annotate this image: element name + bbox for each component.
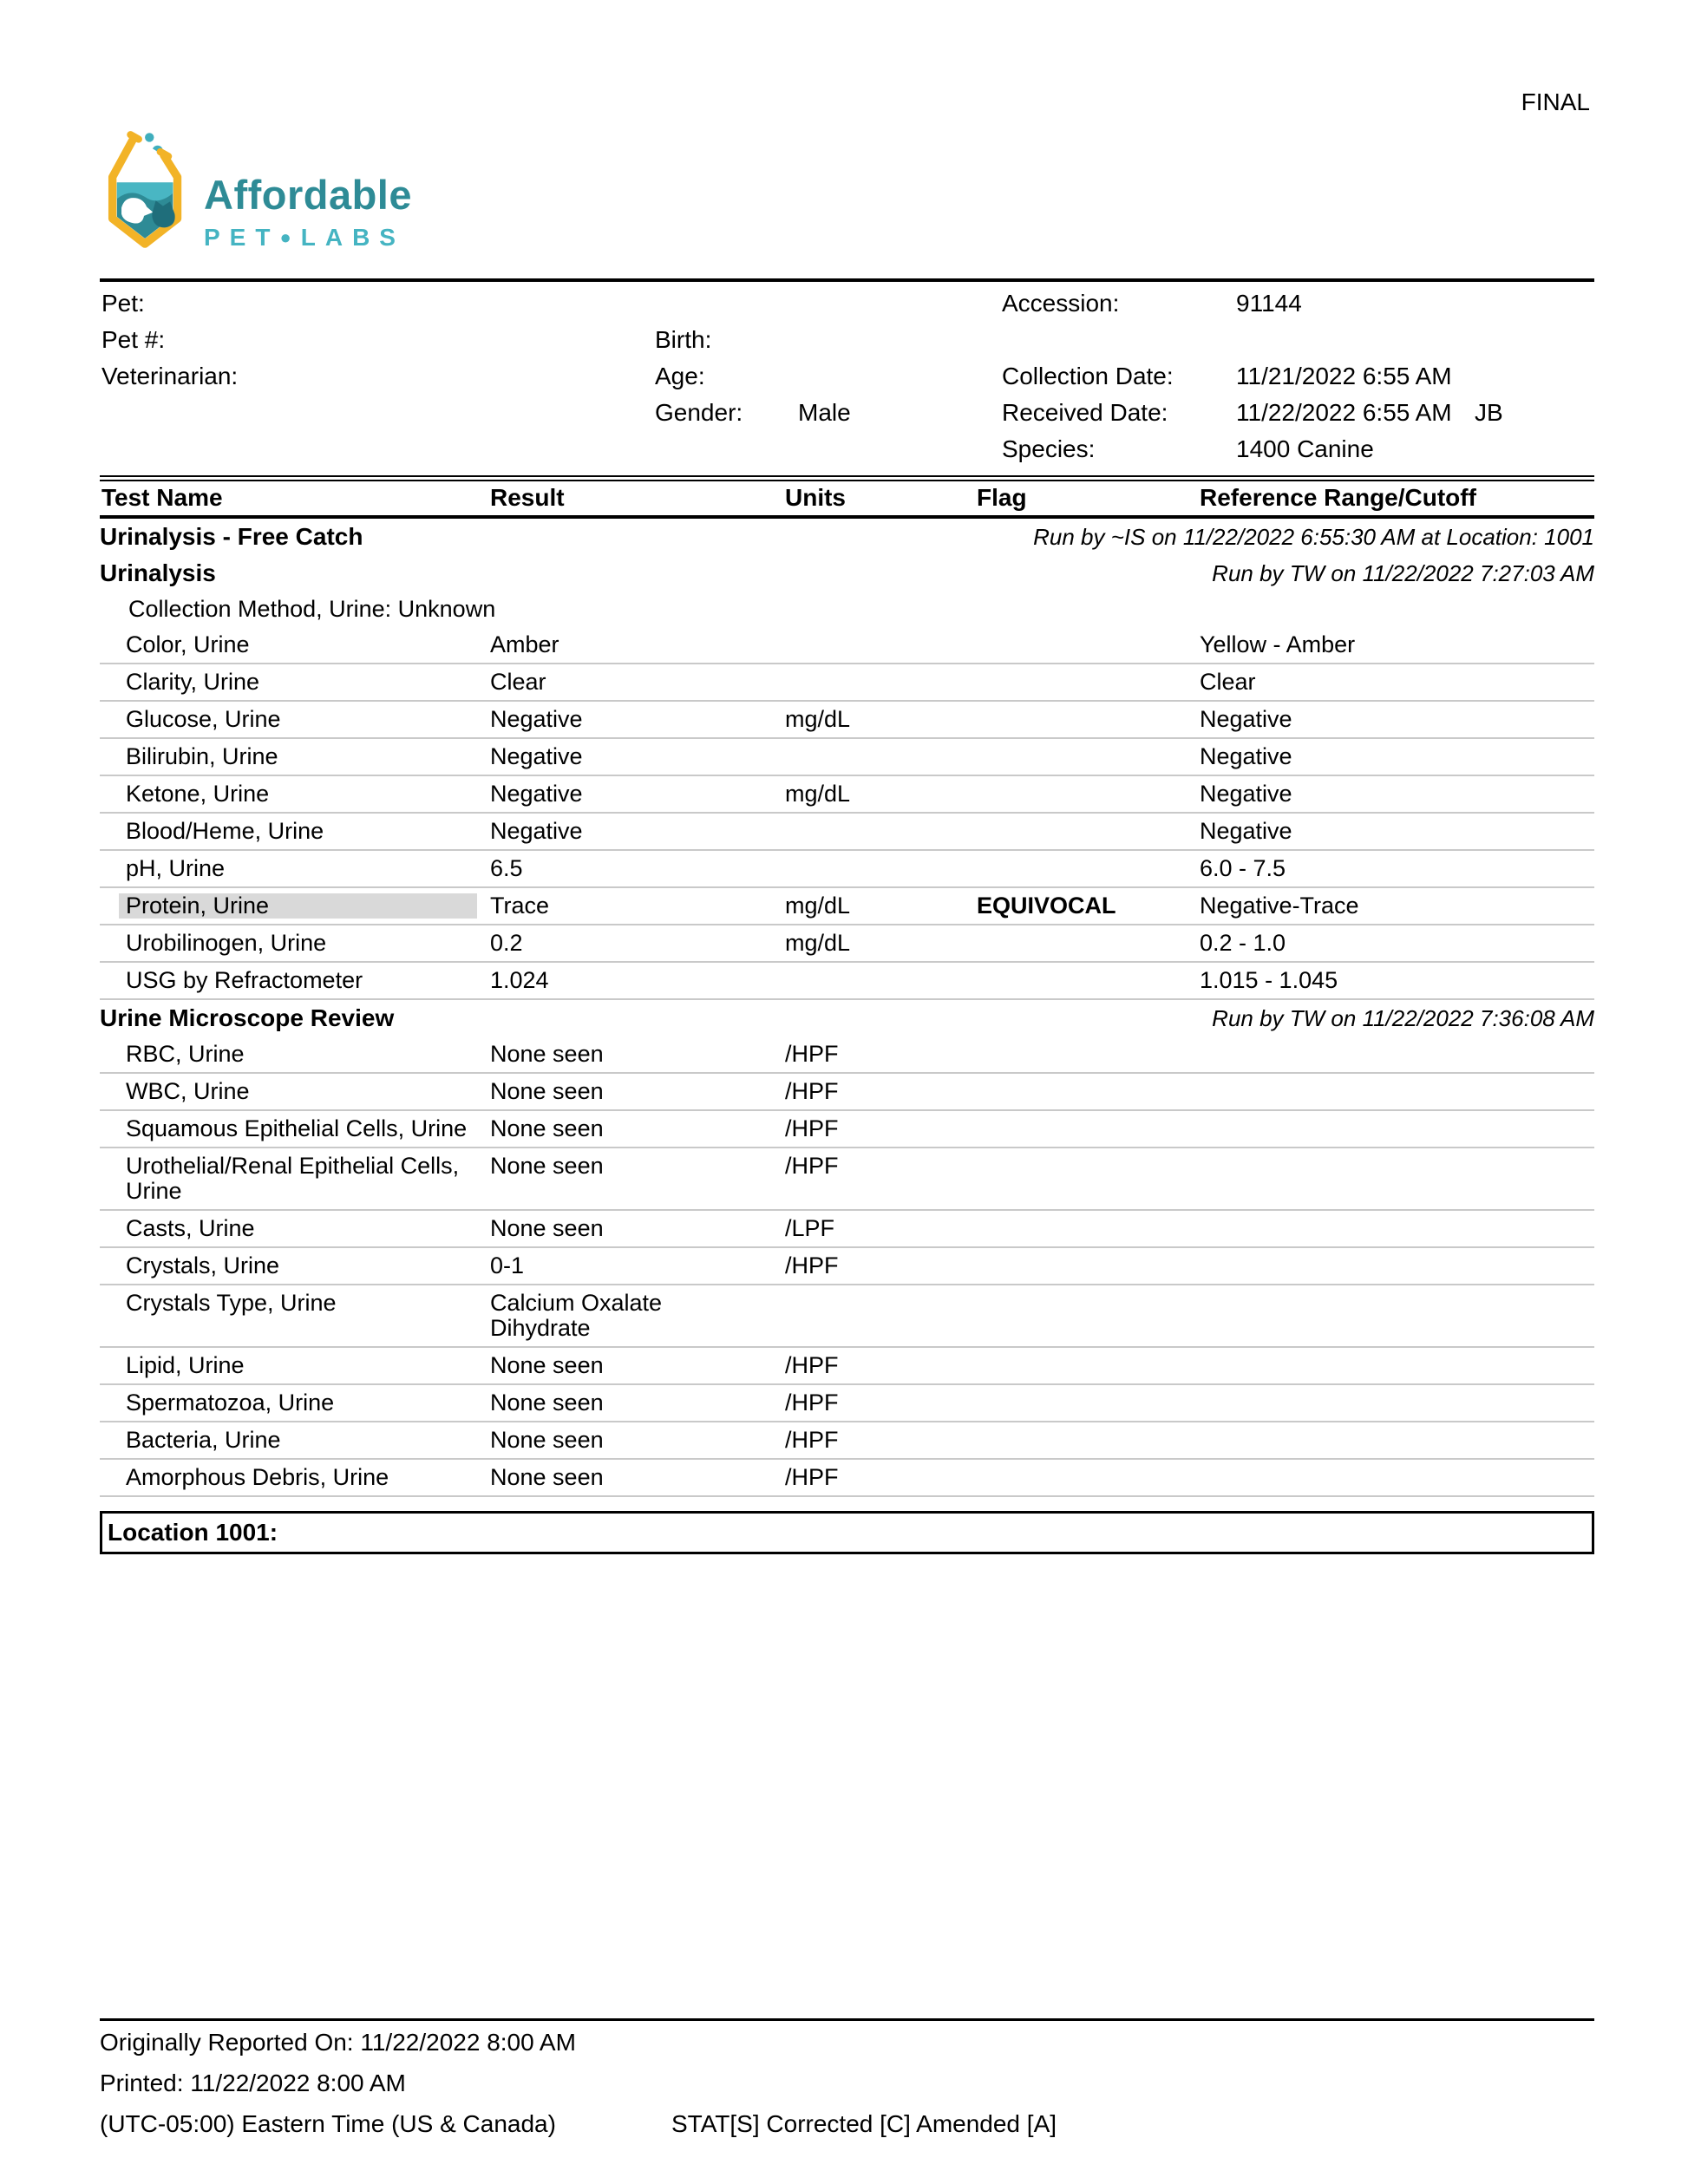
reference-range-cell-text: 0.2 - 1.0	[1200, 930, 1286, 956]
table-row	[100, 851, 1594, 888]
collection-date-label: Collection Date:	[1002, 363, 1174, 389]
collection-date-value: 11/21/2022 6:55 AM	[1236, 363, 1452, 389]
reference-range-cell	[1200, 1116, 1594, 1141]
test-name-cell	[100, 1390, 490, 1416]
test-name-cell	[100, 1042, 490, 1067]
result-cell-text: None seen	[490, 1390, 604, 1416]
brand-tagline-pet: PET	[204, 223, 280, 251]
test-name-cell	[100, 1216, 490, 1241]
units-cell	[785, 1216, 977, 1241]
flag-cell	[977, 1079, 1200, 1104]
result-cell-text: None seen	[490, 1153, 604, 1179]
result-cell	[490, 968, 785, 993]
test-name-cell-text: USG by Refractometer	[126, 967, 363, 993]
reference-range-cell	[1200, 1291, 1594, 1341]
table-row	[100, 1148, 1594, 1211]
reference-range-cell	[1200, 1042, 1594, 1067]
result-cell	[490, 856, 785, 881]
units-cell	[785, 670, 977, 695]
flag-cell	[977, 1465, 1200, 1490]
table-row	[100, 739, 1594, 776]
section-header-row	[100, 555, 1594, 592]
reference-range-cell	[1200, 1353, 1594, 1378]
accession-label: Accession:	[1002, 290, 1120, 317]
report-footer	[100, 2018, 1594, 2152]
table-row	[100, 925, 1594, 963]
column-header: Reference Range/Cutoff	[1200, 484, 1476, 511]
results-table-body	[100, 519, 1594, 1497]
flag-legend: STAT[S] Corrected [C] Amended [A]	[671, 2110, 1057, 2137]
brand-logo	[98, 127, 412, 265]
reference-range-cell	[1200, 1390, 1594, 1416]
test-name-cell-text: Crystals Type, Urine	[126, 1290, 337, 1316]
table-row	[100, 1285, 1594, 1348]
table-row	[100, 1211, 1594, 1248]
section-title: Urine Microscope Review	[100, 1004, 395, 1031]
reference-range-cell-text: Negative	[1200, 818, 1292, 844]
column-header: Units	[785, 484, 846, 511]
age-label: Age:	[655, 363, 705, 389]
test-name-cell-text: Clarity, Urine	[126, 669, 260, 695]
units-cell	[785, 893, 977, 919]
flag-cell	[977, 968, 1200, 993]
table-row	[100, 664, 1594, 702]
result-cell	[490, 781, 785, 807]
test-name-cell-text: Spermatozoa, Urine	[126, 1390, 335, 1416]
result-cell-text: 6.5	[490, 855, 523, 881]
table-row	[100, 888, 1594, 925]
reference-range-cell-text: 6.0 - 7.5	[1200, 855, 1286, 881]
table-row	[100, 1460, 1594, 1497]
birth-label: Birth:	[655, 326, 712, 353]
test-name-cell	[100, 744, 490, 769]
timezone-line	[100, 2111, 1594, 2137]
result-cell	[490, 1353, 785, 1378]
units-cell-text: /HPF	[785, 1464, 839, 1490]
result-cell	[490, 707, 785, 732]
results-table-header	[100, 475, 1594, 519]
patient-info	[100, 278, 1594, 473]
test-name-cell	[100, 1079, 490, 1104]
result-cell-text: Amber	[490, 631, 559, 657]
result-cell-text: Negative	[490, 818, 583, 844]
units-cell-text: /HPF	[785, 1041, 839, 1067]
reference-range-cell	[1200, 1216, 1594, 1241]
units-cell	[785, 744, 977, 769]
section-header-row	[100, 1000, 1594, 1036]
units-cell-text: /HPF	[785, 1390, 839, 1416]
result-cell	[490, 1465, 785, 1490]
test-name-cell	[100, 632, 490, 657]
units-cell-text: /HPF	[785, 1352, 839, 1378]
result-cell-text: Calcium Oxalate Dihydrate	[490, 1290, 663, 1341]
reference-range-cell-text: Negative	[1200, 706, 1292, 732]
flag-cell	[977, 856, 1200, 881]
section-title: Urinalysis - Free Catch	[100, 523, 363, 550]
reference-range-cell	[1200, 1253, 1594, 1278]
accession-value: 91144	[1236, 290, 1302, 317]
flag-cell	[977, 893, 1200, 919]
test-name-cell	[100, 1116, 490, 1141]
flag-cell	[977, 1116, 1200, 1141]
test-name-cell	[100, 931, 490, 956]
veterinarian-label: Veterinarian:	[101, 363, 239, 389]
units-cell	[785, 1154, 977, 1204]
table-row	[100, 814, 1594, 851]
reference-range-cell	[1200, 632, 1594, 657]
units-cell	[785, 1353, 977, 1378]
table-row	[100, 963, 1594, 1000]
result-cell-text: None seen	[490, 1115, 604, 1141]
units-cell	[785, 632, 977, 657]
flag-cell	[977, 1428, 1200, 1453]
units-cell	[785, 968, 977, 993]
collection-method-note: Collection Method, Urine: Unknown	[128, 596, 496, 622]
run-by-note: Run by ~IS on 11/22/2022 6:55:30 AM at Location: 1001	[1033, 524, 1594, 550]
result-cell	[490, 819, 785, 844]
result-cell-text: None seen	[490, 1464, 604, 1490]
timezone-text: (UTC-05:00) Eastern Time (US & Canada)	[100, 2110, 556, 2137]
table-row	[100, 1385, 1594, 1422]
reference-range-cell	[1200, 707, 1594, 732]
result-cell	[490, 1154, 785, 1204]
test-name-cell	[100, 707, 490, 732]
table-row	[100, 1111, 1594, 1148]
table-row	[100, 1422, 1594, 1460]
pet-number-label: Pet #:	[101, 326, 166, 353]
table-row	[100, 1348, 1594, 1385]
printed-line: Printed: 11/22/2022 8:00 AM	[100, 2070, 406, 2096]
reference-range-cell-text: Clear	[1200, 669, 1256, 695]
units-cell	[785, 1042, 977, 1067]
test-name-cell-text: Urothelial/Renal Epithelial Cells, Urine	[126, 1153, 460, 1204]
flag-cell	[977, 1216, 1200, 1241]
results-table	[100, 475, 1594, 1554]
test-name-cell-text: Urobilinogen, Urine	[126, 930, 327, 956]
result-cell	[490, 1390, 785, 1416]
gender-label: Gender:	[655, 399, 743, 426]
result-cell	[490, 744, 785, 769]
flag-cell	[977, 1291, 1200, 1341]
dot-icon: ●	[279, 226, 301, 248]
test-name-cell-text: Casts, Urine	[126, 1215, 255, 1241]
species-label: Species:	[1002, 435, 1096, 462]
test-name-cell-text: Lipid, Urine	[126, 1352, 245, 1378]
result-cell-text: None seen	[490, 1215, 604, 1241]
flag-cell	[977, 1390, 1200, 1416]
units-cell	[785, 1291, 977, 1341]
section-title: Urinalysis	[100, 559, 216, 586]
result-cell-text: Negative	[490, 781, 583, 807]
flag-cell	[977, 819, 1200, 844]
table-row	[100, 1248, 1594, 1285]
units-cell-text: mg/dL	[785, 781, 851, 807]
gender-value: Male	[798, 399, 851, 426]
result-cell-text: 1.024	[490, 967, 549, 993]
test-name-cell-text: pH, Urine	[126, 855, 226, 881]
result-cell-text: None seen	[490, 1427, 604, 1453]
table-row	[100, 776, 1594, 814]
units-cell	[785, 781, 977, 807]
column-header: Result	[490, 484, 565, 511]
units-cell	[785, 1428, 977, 1453]
flag-cell	[977, 781, 1200, 807]
test-name-cell-text: RBC, Urine	[126, 1041, 245, 1067]
flag-cell	[977, 707, 1200, 732]
brand-tagline	[204, 224, 412, 252]
test-name-cell	[100, 893, 490, 919]
report-status: FINAL	[1521, 88, 1590, 115]
brand-name: Affordable	[204, 171, 412, 218]
test-name-cell	[100, 819, 490, 844]
column-header: Flag	[977, 484, 1027, 511]
result-cell	[490, 1428, 785, 1453]
result-cell	[490, 1216, 785, 1241]
location-box-label: Location 1001:	[108, 1519, 278, 1546]
test-name-cell-text: Protein, Urine	[126, 893, 270, 919]
units-cell	[785, 1390, 977, 1416]
flag-cell	[977, 1154, 1200, 1204]
result-cell-text: None seen	[490, 1078, 604, 1104]
test-name-cell	[100, 781, 490, 807]
test-name-cell	[100, 1353, 490, 1378]
test-name-cell	[100, 1291, 490, 1341]
reference-range-cell	[1200, 856, 1594, 881]
result-cell-text: None seen	[490, 1041, 604, 1067]
units-cell-text: /HPF	[785, 1115, 839, 1141]
units-cell	[785, 1253, 977, 1278]
flag-cell	[977, 1353, 1200, 1378]
reference-range-cell	[1200, 1465, 1594, 1490]
result-cell	[490, 1079, 785, 1104]
flag-cell	[977, 632, 1200, 657]
units-cell	[785, 819, 977, 844]
brand-tagline-labs: LABS	[300, 223, 405, 251]
units-cell	[785, 1079, 977, 1104]
units-cell-text: /LPF	[785, 1215, 835, 1241]
result-cell-text: Negative	[490, 743, 583, 769]
flag-cell	[977, 1042, 1200, 1067]
result-cell	[490, 1291, 785, 1341]
test-name-cell	[100, 1154, 490, 1204]
flag-cell	[977, 670, 1200, 695]
units-cell-text: mg/dL	[785, 893, 851, 919]
run-by-note: Run by TW on 11/22/2022 7:36:08 AM	[1212, 1005, 1594, 1031]
test-name-cell-text: Ketone, Urine	[126, 781, 270, 807]
result-cell	[490, 670, 785, 695]
units-cell-text: /HPF	[785, 1153, 839, 1179]
reference-range-cell	[1200, 670, 1594, 695]
location-box	[100, 1511, 1594, 1554]
reference-range-cell-text: Yellow - Amber	[1200, 631, 1356, 657]
test-name-cell-text: Color, Urine	[126, 631, 250, 657]
units-cell	[785, 856, 977, 881]
test-name-cell-text: Crystals, Urine	[126, 1252, 280, 1278]
result-cell-text: None seen	[490, 1352, 604, 1378]
reference-range-cell	[1200, 1154, 1594, 1204]
received-tech-initials: JB	[1475, 399, 1503, 426]
result-cell	[490, 1116, 785, 1141]
test-name-cell-text: Amorphous Debris, Urine	[126, 1464, 389, 1490]
reference-range-cell	[1200, 893, 1594, 919]
received-date-label: Received Date:	[1002, 399, 1168, 426]
reference-range-cell	[1200, 781, 1594, 807]
units-cell	[785, 707, 977, 732]
section-header-row	[100, 519, 1594, 555]
reference-range-cell-text: Negative	[1200, 781, 1292, 807]
result-cell	[490, 632, 785, 657]
units-cell-text: mg/dL	[785, 706, 851, 732]
result-cell-text: 0-1	[490, 1252, 525, 1278]
test-name-cell-text: Blood/Heme, Urine	[126, 818, 324, 844]
result-cell-text: 0.2	[490, 930, 523, 956]
run-by-note: Run by TW on 11/22/2022 7:27:03 AM	[1212, 560, 1594, 586]
species-value: 1400 Canine	[1236, 435, 1374, 462]
units-cell	[785, 931, 977, 956]
table-row	[100, 1036, 1594, 1074]
test-name-cell-text: Squamous Epithelial Cells, Urine	[126, 1115, 468, 1141]
flag-cell	[977, 1253, 1200, 1278]
result-cell	[490, 893, 785, 919]
table-row	[100, 702, 1594, 739]
reference-range-cell	[1200, 968, 1594, 993]
pet-label: Pet:	[101, 290, 145, 317]
test-name-cell-text: WBC, Urine	[126, 1078, 250, 1104]
reference-range-cell	[1200, 819, 1594, 844]
units-cell-text: mg/dL	[785, 930, 851, 956]
reference-range-cell	[1200, 1079, 1594, 1104]
result-cell-text: Trace	[490, 893, 550, 919]
test-name-cell	[100, 670, 490, 695]
units-cell	[785, 1465, 977, 1490]
flag-cell	[977, 931, 1200, 956]
units-cell-text: /HPF	[785, 1427, 839, 1453]
units-cell	[785, 1116, 977, 1141]
test-name-cell	[100, 1428, 490, 1453]
brand-text	[204, 141, 412, 252]
originally-reported-line: Originally Reported On: 11/22/2022 8:00 AM	[100, 2029, 576, 2056]
flag-cell	[977, 744, 1200, 769]
result-cell	[490, 931, 785, 956]
flag-cell-text: EQUIVOCAL	[977, 893, 1116, 919]
test-name-cell	[100, 1253, 490, 1278]
pet-labs-flask-icon	[98, 127, 188, 265]
reference-range-cell-text: 1.015 - 1.045	[1200, 967, 1338, 993]
units-cell-text: /HPF	[785, 1078, 839, 1104]
test-name-cell	[100, 856, 490, 881]
test-name-cell-text: Bilirubin, Urine	[126, 743, 278, 769]
received-date-value: 11/22/2022 6:55 AM	[1236, 399, 1452, 426]
reference-range-cell-text: Negative	[1200, 743, 1292, 769]
reference-range-cell	[1200, 931, 1594, 956]
result-cell-text: Negative	[490, 706, 583, 732]
reference-range-cell-text: Negative-Trace	[1200, 893, 1359, 919]
reference-range-cell	[1200, 744, 1594, 769]
test-name-cell	[100, 968, 490, 993]
test-name-cell	[100, 1465, 490, 1490]
test-name-cell-text: Glucose, Urine	[126, 706, 281, 732]
result-cell-text: Clear	[490, 669, 546, 695]
column-header: Test Name	[101, 484, 223, 511]
reference-range-cell	[1200, 1428, 1594, 1453]
test-name-cell-text: Bacteria, Urine	[126, 1427, 281, 1453]
units-cell-text: /HPF	[785, 1252, 839, 1278]
result-cell	[490, 1042, 785, 1067]
table-row	[100, 1074, 1594, 1111]
table-row	[100, 627, 1594, 664]
result-cell	[490, 1253, 785, 1278]
